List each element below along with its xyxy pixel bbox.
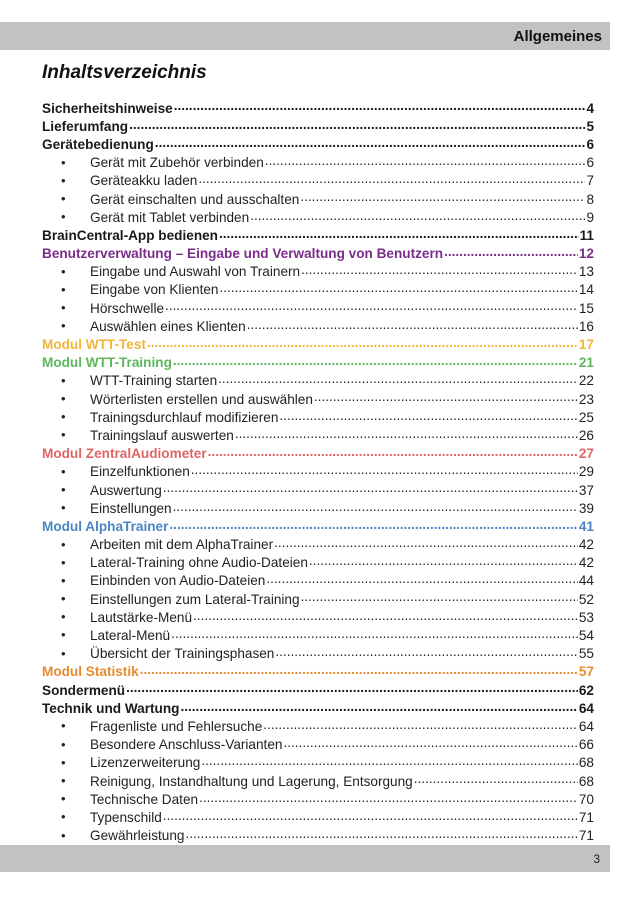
toc-label: Wörterlisten erstellen und auswählen <box>90 391 313 407</box>
toc-page-number: 53 <box>578 609 594 625</box>
toc-label: Geräteakku laden <box>90 173 198 189</box>
toc-label: Arbeiten mit dem AlphaTrainer <box>90 537 274 553</box>
toc-subentry[interactable] <box>42 590 594 608</box>
toc-label: Einstellungen <box>90 500 172 516</box>
toc-page-number: 21 <box>578 355 594 371</box>
toc-page-number: 8 <box>586 191 594 207</box>
dot-leader <box>265 154 586 168</box>
dot-leader <box>193 608 578 622</box>
toc-subentry[interactable] <box>42 499 594 517</box>
bullet-icon: • <box>61 318 66 334</box>
toc-page-number: 13 <box>578 264 594 280</box>
toc-label: Einstellungen zum Lateral-Training <box>90 591 300 607</box>
toc-subentry[interactable] <box>42 281 594 299</box>
toc-subentry[interactable] <box>42 790 594 808</box>
toc-chapter[interactable] <box>42 681 594 699</box>
toc-label: Technik und Wartung <box>42 700 180 716</box>
dot-leader <box>218 372 578 386</box>
bullet-icon: • <box>61 190 66 206</box>
dot-leader <box>266 572 578 586</box>
toc-page-number: 6 <box>586 155 594 171</box>
toc-chapter[interactable] <box>42 135 594 153</box>
toc-page-number: 64 <box>578 700 594 716</box>
toc-page-number: 6 <box>586 136 594 152</box>
toc-page-number: 44 <box>578 573 594 589</box>
dot-leader <box>219 226 579 240</box>
toc-chapter[interactable] <box>42 445 594 463</box>
toc-subentry[interactable] <box>42 536 594 554</box>
bullet-icon: • <box>61 554 66 570</box>
toc-page-number: 17 <box>578 337 594 353</box>
bullet-icon: • <box>61 718 66 734</box>
toc-label: Typenschild <box>90 809 162 825</box>
dot-leader <box>250 208 585 222</box>
dot-leader <box>129 117 585 131</box>
bullet-icon: • <box>61 754 66 770</box>
toc-label: Einzelfunktionen <box>90 464 190 480</box>
toc-label: Modul WTT-Training <box>42 355 172 371</box>
toc-label: Gerätebedienung <box>42 136 154 152</box>
dot-leader <box>163 481 578 495</box>
dot-leader <box>274 536 578 550</box>
toc-label: Lizenzerweiterung <box>90 755 201 771</box>
toc-label: Gerät mit Zubehör verbinden <box>90 155 264 171</box>
toc-page-number: 26 <box>578 427 594 443</box>
bullet-icon: • <box>61 263 66 279</box>
bullet-icon: • <box>61 372 66 388</box>
toc-page-number: 54 <box>578 628 594 644</box>
toc-page-number: 66 <box>578 737 594 753</box>
toc-label: Reinigung, Instandhaltung und Lagerung, Entsorgung <box>90 773 413 789</box>
dot-leader <box>247 317 578 331</box>
toc-subentry[interactable] <box>42 772 594 790</box>
toc-chapter[interactable] <box>42 354 594 372</box>
dot-leader <box>199 790 578 804</box>
toc-page-number: 23 <box>578 391 594 407</box>
toc-subentry[interactable] <box>42 190 594 208</box>
toc-subentry[interactable] <box>42 608 594 626</box>
bullet-icon: • <box>61 500 66 516</box>
toc-label: Lateral-Training ohne Audio-Dateien <box>90 555 308 571</box>
toc-subentry[interactable] <box>42 299 594 317</box>
toc-subentry[interactable] <box>42 408 594 426</box>
toc-page-number: 12 <box>578 246 594 262</box>
toc-label: Lateral-Menü <box>90 628 171 644</box>
dot-leader <box>444 245 578 259</box>
toc-label: Trainingslauf auswerten <box>90 427 234 443</box>
section-title: Allgemeines <box>513 28 602 45</box>
toc-page-number: 71 <box>578 828 594 844</box>
dot-leader <box>279 408 577 422</box>
toc-page-number: 70 <box>578 791 594 807</box>
bullet-icon: • <box>61 409 66 425</box>
bullet-icon: • <box>61 572 66 588</box>
toc-subentry[interactable] <box>42 572 594 590</box>
dot-leader <box>191 463 578 477</box>
toc-label: Lautstärke-Menü <box>90 609 193 625</box>
dot-leader <box>185 827 577 841</box>
toc-label: Sondermenü <box>42 682 126 698</box>
toc-label: Eingabe von Klienten <box>90 282 219 298</box>
toc-page-number: 14 <box>578 282 594 298</box>
dot-leader <box>314 390 578 404</box>
toc-page-number: 42 <box>578 537 594 553</box>
toc-subentry[interactable] <box>42 208 594 226</box>
dot-leader <box>147 335 578 349</box>
dot-leader <box>163 808 578 822</box>
bullet-icon: • <box>61 627 66 643</box>
toc-chapter[interactable] <box>42 226 594 244</box>
dot-leader <box>301 263 578 277</box>
bullet-icon: • <box>61 809 66 825</box>
toc-label: Gewährleistung <box>90 828 185 844</box>
toc-subentry[interactable] <box>42 481 594 499</box>
bullet-icon: • <box>61 791 66 807</box>
bullet-icon: • <box>61 427 66 443</box>
toc-label: Lieferumfang <box>42 118 129 134</box>
dot-leader <box>309 554 578 568</box>
toc-label: Trainingsdurchlauf modifizieren <box>90 409 279 425</box>
toc-subentry[interactable] <box>42 372 594 390</box>
toc-page-number: 29 <box>578 464 594 480</box>
toc-subentry[interactable] <box>42 263 594 281</box>
toc-chapter[interactable] <box>42 99 594 117</box>
dot-leader <box>173 499 578 513</box>
toc-page-number: 39 <box>578 500 594 516</box>
dot-leader <box>414 772 578 786</box>
toc-label: Übersicht der Trainingsphasen <box>90 646 275 662</box>
toc-chapter[interactable] <box>42 517 594 535</box>
bullet-icon: • <box>61 827 66 843</box>
toc-page-number: 62 <box>578 682 594 698</box>
dot-leader <box>180 699 577 713</box>
dot-leader <box>173 354 578 368</box>
toc-chapter[interactable] <box>42 663 594 681</box>
toc-page-number: 68 <box>578 773 594 789</box>
toc-subentry[interactable] <box>42 172 594 190</box>
toc-label: Eingabe und Auswahl von Trainern <box>90 264 301 280</box>
dot-leader <box>283 736 577 750</box>
bullet-icon: • <box>61 736 66 752</box>
toc-subentry[interactable] <box>42 154 594 172</box>
dot-leader <box>275 645 578 659</box>
toc-page-number: 7 <box>586 173 594 189</box>
bullet-icon: • <box>61 645 66 661</box>
page-number: 3 <box>593 852 600 866</box>
toc-subentry[interactable] <box>42 463 594 481</box>
toc-subentry[interactable] <box>42 626 594 644</box>
toc-label: BrainCentral-App bedienen <box>42 227 218 243</box>
toc-label: Fragenliste und Fehlersuche <box>90 718 263 734</box>
toc-label: Modul ZentralAudiometer <box>42 446 207 462</box>
toc-subentry[interactable] <box>42 827 594 845</box>
dot-leader <box>140 663 578 677</box>
toc-label: Einbinden von Audio-Dateien <box>90 573 266 589</box>
toc-label: Modul WTT-Test <box>42 337 146 353</box>
toc-subentry[interactable] <box>42 317 594 335</box>
toc-page-number: 57 <box>578 664 594 680</box>
toc-subentry[interactable] <box>42 426 594 444</box>
toc-page-number: 64 <box>578 718 594 734</box>
toc-subentry[interactable] <box>42 645 594 663</box>
dot-leader <box>169 517 577 531</box>
toc-label: Auswählen eines Klienten <box>90 318 246 334</box>
toc-page-number: 11 <box>579 227 594 243</box>
header-band <box>0 22 610 50</box>
dot-leader <box>201 754 578 768</box>
dot-leader <box>219 281 577 295</box>
toc-subentry[interactable] <box>42 754 594 772</box>
toc-label: WTT-Training starten <box>90 373 218 389</box>
toc-page-number: 41 <box>578 518 594 534</box>
bullet-icon: • <box>61 772 66 788</box>
dot-leader <box>198 172 585 186</box>
toc-label: Besondere Anschluss-Varianten <box>90 737 283 753</box>
toc-subentry[interactable] <box>42 717 594 735</box>
toc-page-number: 22 <box>578 373 594 389</box>
toc-label: Benutzerverwaltung – Eingabe und Verwaltung von Benutzern <box>42 246 444 262</box>
toc-chapter[interactable] <box>42 245 594 263</box>
toc-label: Modul Statistik <box>42 664 139 680</box>
bullet-icon: • <box>61 481 66 497</box>
toc-subentry[interactable] <box>42 390 594 408</box>
bullet-icon: • <box>61 463 66 479</box>
dot-leader <box>126 681 578 695</box>
toc-page-number: 37 <box>578 482 594 498</box>
dot-leader <box>263 717 578 731</box>
page-title: Inhaltsverzeichnis <box>42 62 207 83</box>
table-of-contents <box>42 99 594 845</box>
toc-chapter[interactable] <box>42 117 594 135</box>
dot-leader <box>300 190 585 204</box>
footer-band <box>0 845 610 872</box>
toc-page-number: 55 <box>578 646 594 662</box>
toc-page-number: 71 <box>578 809 594 825</box>
toc-page-number: 42 <box>578 555 594 571</box>
toc-label: Gerät einschalten und ausschalten <box>90 191 300 207</box>
dot-leader <box>165 299 578 313</box>
bullet-icon: • <box>61 609 66 625</box>
toc-label: Technische Daten <box>90 791 199 807</box>
toc-page-number: 27 <box>578 446 594 462</box>
toc-page-number: 4 <box>586 100 594 116</box>
bullet-icon: • <box>61 300 66 316</box>
toc-page-number: 9 <box>586 209 594 225</box>
toc-page-number: 5 <box>586 118 594 134</box>
toc-page-number: 25 <box>578 409 594 425</box>
toc-label: Modul AlphaTrainer <box>42 518 169 534</box>
toc-label: Auswertung <box>90 482 162 498</box>
bullet-icon: • <box>61 281 66 297</box>
toc-subentry[interactable] <box>42 554 594 572</box>
dot-leader <box>301 590 578 604</box>
toc-page-number: 52 <box>578 591 594 607</box>
dot-leader <box>235 426 578 440</box>
dot-leader <box>208 445 578 459</box>
toc-label: Gerät mit Tablet verbinden <box>90 209 250 225</box>
toc-page-number: 16 <box>578 318 594 334</box>
bullet-icon: • <box>61 154 66 170</box>
bullet-icon: • <box>61 209 66 225</box>
toc-chapter[interactable] <box>42 335 594 353</box>
toc-page-number: 15 <box>578 300 594 316</box>
toc-label: Sicherheitshinweise <box>42 100 173 116</box>
dot-leader <box>155 135 586 149</box>
bullet-icon: • <box>61 591 66 607</box>
toc-subentry[interactable] <box>42 736 594 754</box>
toc-page-number: 68 <box>578 755 594 771</box>
toc-chapter[interactable] <box>42 699 594 717</box>
dot-leader <box>174 99 586 113</box>
toc-label: Hörschwelle <box>90 300 165 316</box>
bullet-icon: • <box>61 172 66 188</box>
dot-leader <box>171 626 578 640</box>
bullet-icon: • <box>61 391 66 406</box>
toc-subentry[interactable] <box>42 808 594 826</box>
bullet-icon: • <box>61 536 66 552</box>
